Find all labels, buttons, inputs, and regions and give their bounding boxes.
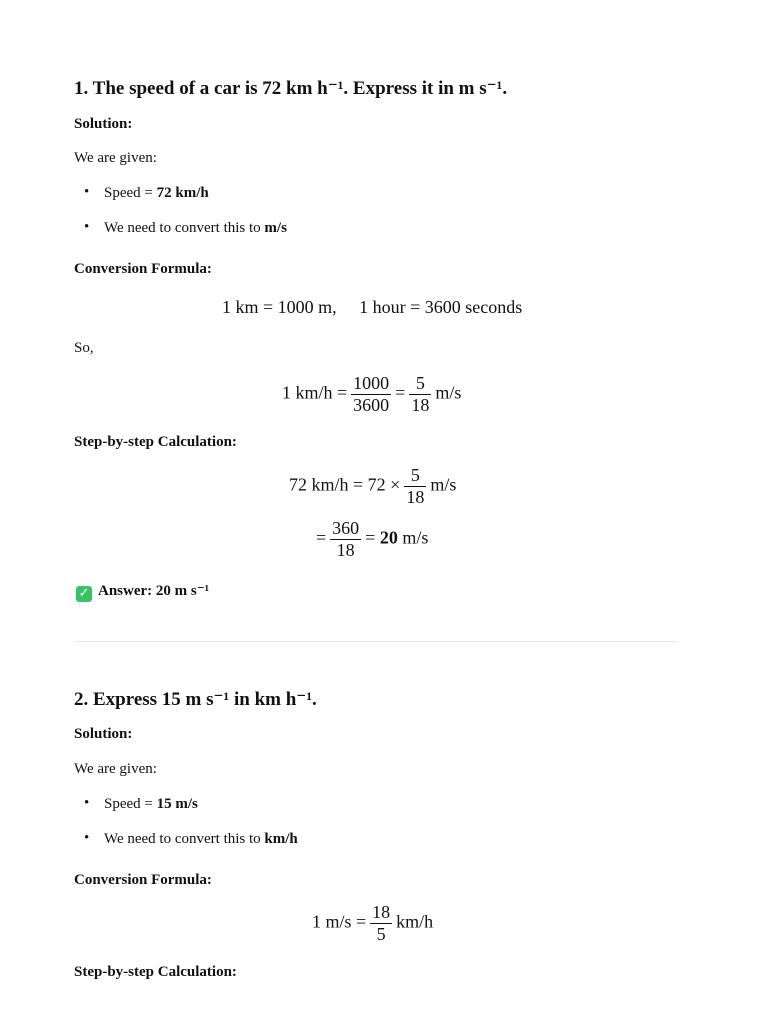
q2-formula-label: Conversion Formula: [74,872,212,888]
q2-ms-conversion-equation: 1 m/s = $\frac{18}{5}$ km/h [312,902,434,944]
q2-given-intro: We are given: [74,761,157,777]
q1-so: So, [74,340,94,356]
q1-bullet-speed: • Speed = 72 km/h [84,184,209,201]
q2-steps-label: Step-by-step Calculation: [74,964,237,980]
bullet-icon: • [84,795,90,811]
bullet-icon: • [84,830,90,846]
question-2-title: 2. Express 15 m s⁻¹ in km h⁻¹. [74,689,317,710]
q1-formula-label: Conversion Formula: [74,261,212,277]
question-1-title: 1. The speed of a car is 72 km h⁻¹. Express it in m s⁻¹. [74,78,508,99]
fraction: $\frac{1000}{3600}$ [353,373,390,415]
q1-kmh-conversion-equation: 1 km/h = $\frac{1000}{3600}$ = $\frac{5}{18}$ m/s [282,373,462,415]
q1-bullet-convert: • We need to convert this to m/s [84,219,287,236]
q2-solution-label: Solution: [74,726,133,742]
check-mark-icon: ✓ [76,586,92,602]
q1-step-equation-2: = $\frac{360}{18}$ = 20 m/s [316,518,429,560]
fraction: $\frac{18}{5}$ [372,902,391,944]
q1-answer: ✓ Answer: 20 m s⁻¹ [76,581,209,602]
q2-bullet-speed: • Speed = 15 m/s [84,795,198,812]
q1-formula-equation: 1 km = 1000 m, 1 hour = 3600 seconds [222,297,523,317]
bullet-icon: • [84,184,90,200]
q1-given-intro: We are given: [74,150,157,166]
q2-bullet-convert: • We need to convert this to km/h [84,830,298,847]
q1-step-equation-1: 72 km/h = 72 × $\frac{5}{18}$ m/s [289,465,457,507]
section-divider [74,641,677,642]
q1-solution-label: Solution: [74,116,133,132]
fraction: $\frac{5}{18}$ [411,373,430,415]
bullet-icon: • [84,219,90,235]
fraction: $\frac{5}{18}$ [406,465,425,507]
fraction: $\frac{360}{18}$ [332,518,360,560]
q1-steps-label: Step-by-step Calculation: [74,434,237,450]
